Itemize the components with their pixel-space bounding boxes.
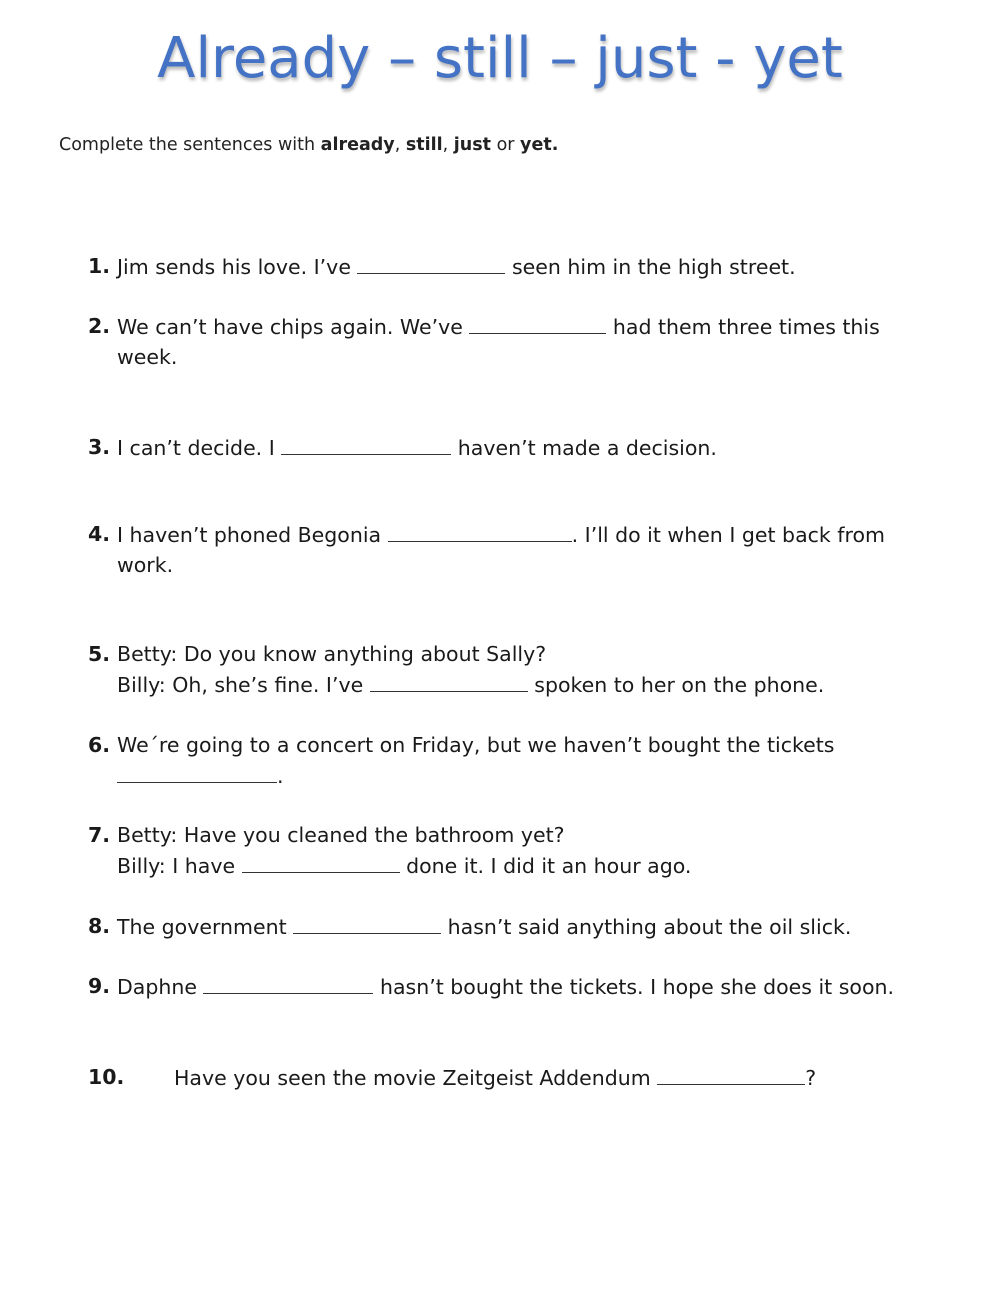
item-number: 6. — [88, 733, 111, 757]
sentence-end: . I’ll do it when I get back from — [571, 523, 885, 547]
word-already: already — [320, 135, 395, 155]
answer-blank[interactable] — [242, 850, 400, 873]
sentence-start: Jim sends his love. I’ve — [117, 255, 358, 279]
item-number: 2. — [88, 314, 111, 338]
sentence-start: Billy: I have — [117, 854, 242, 878]
item-text — [117, 971, 894, 1002]
dialogue-line-betty: Betty: Do you know anything about Sally? — [117, 642, 547, 666]
separator: , — [442, 135, 454, 155]
answer-blank[interactable] — [388, 519, 572, 542]
item-text — [117, 251, 796, 282]
instructions — [59, 135, 558, 155]
item-number: 4. — [88, 522, 111, 546]
page-title: Already – still – just - yet — [157, 26, 843, 91]
item-text — [117, 432, 717, 463]
sentence-end: had them three times this — [606, 315, 880, 339]
sentence-end: spoken to her on the phone. — [527, 673, 825, 697]
item-number: 3. — [88, 435, 111, 459]
word-still: still — [405, 135, 443, 155]
item-number: 9. — [88, 974, 111, 998]
item-text — [117, 730, 834, 791]
item-number: 7. — [88, 823, 111, 847]
sentence-end: seen him in the high street. — [505, 255, 796, 279]
item-text — [117, 911, 851, 942]
sentence-end: hasn’t said anything about the oil slick. — [441, 915, 852, 939]
item-text — [174, 1062, 816, 1093]
sentence-start: We can’t have chips again. We’ve — [117, 315, 470, 339]
item-text — [117, 519, 885, 580]
item-text — [117, 820, 691, 881]
sentence-start: I haven’t phoned Begonia — [117, 523, 388, 547]
sentence-start: Have you seen the movie Zeitgeist Addendum — [174, 1066, 658, 1090]
answer-blank[interactable] — [203, 971, 373, 994]
item-text — [117, 311, 880, 372]
dialogue-line-betty: Betty: Have you cleaned the bathroom yet? — [117, 823, 565, 847]
item-number: 1. — [88, 254, 111, 278]
sentence-start: We´re going to a concert on Friday, but we haven’t bought the tickets — [117, 733, 835, 757]
item-number: 5. — [88, 642, 111, 666]
sentence-start: Billy: Oh, she’s fine. I’ve — [117, 673, 370, 697]
sentence-end: done it. I did it an hour ago. — [399, 854, 692, 878]
sentence-end: haven’t made a decision. — [451, 436, 717, 460]
answer-blank[interactable] — [293, 911, 441, 934]
item-text — [117, 639, 824, 700]
separator: or — [491, 135, 521, 155]
sentence-end: ? — [805, 1066, 817, 1090]
word-just: just — [453, 135, 492, 155]
answer-blank[interactable] — [657, 1062, 805, 1085]
sentence-continuation: work. — [117, 553, 174, 577]
answer-blank[interactable] — [370, 669, 528, 692]
answer-blank[interactable] — [357, 251, 505, 274]
word-yet: yet. — [520, 135, 559, 155]
instructions-prefix: Complete the sentences with — [59, 135, 321, 155]
answer-blank[interactable] — [281, 432, 451, 455]
sentence-start: The government — [117, 915, 294, 939]
sentence-start: I can’t decide. I — [117, 436, 282, 460]
sentence-start: Daphne — [117, 975, 204, 999]
item-number: 10. — [88, 1065, 125, 1089]
answer-blank[interactable] — [469, 311, 606, 334]
sentence-end: . — [277, 764, 284, 788]
sentence-continuation: week. — [117, 345, 178, 369]
item-number: 8. — [88, 914, 111, 938]
answer-blank[interactable] — [117, 760, 277, 783]
separator: , — [394, 135, 406, 155]
sentence-end: hasn’t bought the tickets. I hope she does it soon. — [373, 975, 895, 999]
